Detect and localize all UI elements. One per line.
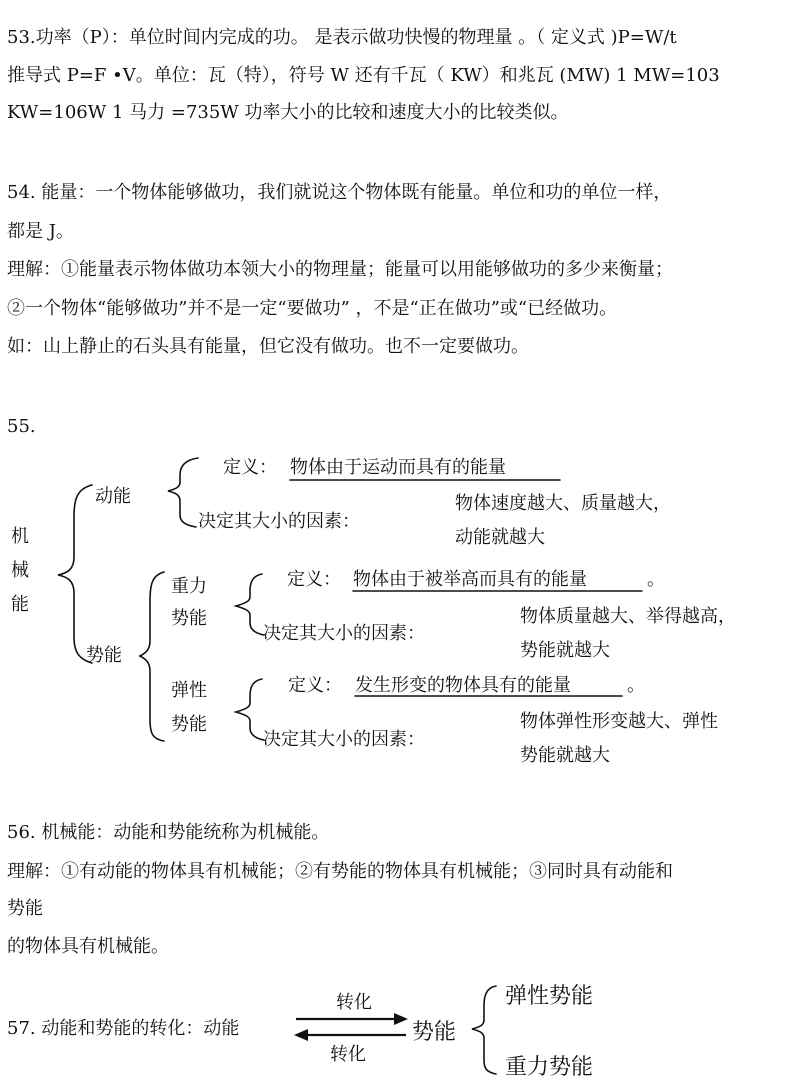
kinds-brace	[472, 986, 496, 1074]
gravity-brace	[236, 574, 264, 635]
gravity-def-label: 定义：	[287, 569, 341, 590]
s56-line-1: 56. 机械能：动能和势能统称为机械能。	[7, 822, 330, 843]
kinetic-brace	[168, 458, 198, 527]
s56-line-2: 理解：①有动能的物体具有机械能；②有势能的物体具有机械能；③同时具有动能和	[7, 861, 673, 882]
gravity-def: 物体由于被举高而具有的能量	[353, 569, 587, 590]
kinetic-factor-1: 物体速度越大、质量越大，	[455, 493, 671, 514]
s55-number: 55.	[7, 416, 36, 437]
potential-name: 势能	[86, 645, 122, 666]
root-char-2: 械	[11, 560, 29, 581]
arrow-to-kinetic-head	[294, 1029, 308, 1041]
gravity-def-end: 。	[647, 569, 665, 590]
root-char-3: 能	[11, 594, 29, 615]
potential-brace	[140, 572, 164, 741]
conversion-target: 势能	[412, 1020, 457, 1045]
elastic-def-end: 。	[627, 675, 645, 696]
mechanical-energy-diagram	[0, 445, 790, 785]
top-arrow-label: 转化	[336, 992, 372, 1013]
s54-line-1: 54. 能量：一个物体能够做功，我们就说这个物体既有能量。单位和功的单位一样，	[7, 182, 672, 203]
root-char-1: 机	[11, 526, 29, 547]
elastic-factor-label: 决定其大小的因素：	[263, 729, 425, 750]
s56-line-4: 的物体具有机械能。	[7, 936, 169, 957]
elastic-def: 发生形变的物体具有的能量	[355, 675, 571, 696]
conversion-label: 57. 动能和势能的转化：动能	[7, 1018, 240, 1039]
s56-line-3: 势能	[7, 898, 43, 919]
s54-line-4: ②一个物体“能够做功”并不是一定“要做功” ，不是“正在做功”或“已经做功。	[7, 298, 618, 319]
s54-line-5: 如：山上静止的石头具有能量，但它没有做功。也不一定要做功。	[7, 336, 529, 357]
s53-line-3: KW=106W 1 马力 =735W 功率大小的比较和速度大小的比较类似。	[7, 102, 569, 123]
kinetic-def-label: 定义：	[223, 457, 277, 478]
main-brace	[58, 485, 92, 663]
gravity-factor-2: 势能就越大	[520, 640, 610, 661]
elastic-potential-kind: 弹性势能	[505, 984, 594, 1009]
kinetic-factor-2: 动能就越大	[455, 527, 545, 548]
bottom-arrow-label: 转化	[330, 1044, 366, 1065]
gravity-factor-1: 物体质量越大、举得越高，	[520, 606, 736, 627]
s54-line-3: 理解：①能量表示物体做功本领大小的物理量；能量可以用能够做功的多少来衡量；	[7, 259, 673, 280]
elastic-factor-1: 物体弹性形变越大、弹性	[520, 711, 718, 732]
s53-line-1: 53.功率（P）：单位时间内完成的功。 是表示做功快慢的物理量 。（ 定义式 )P=W/t	[7, 27, 677, 48]
gravity-factor-label: 决定其大小的因素：	[263, 623, 425, 644]
arrow-to-potential-head	[394, 1013, 408, 1025]
gravity-potential-kind: 重力势能	[505, 1055, 594, 1080]
elastic-name-2: 势能	[171, 714, 207, 735]
energy-conversion-diagram	[0, 980, 790, 1083]
s54-line-2: 都是 J。	[7, 221, 74, 242]
s53-line-2: 推导式 P=F •V。单位：瓦（特），符号 W 还有千瓦（ KW）和兆瓦 (MW) 1 MW=103	[7, 65, 720, 86]
elastic-def-label: 定义：	[288, 675, 342, 696]
kinetic-factor-label: 决定其大小的因素：	[198, 511, 360, 532]
gravity-name-1: 重力	[171, 576, 207, 597]
kinetic-name: 动能	[95, 486, 131, 507]
kinetic-def: 物体由于运动而具有的能量	[290, 457, 506, 478]
gravity-name-2: 势能	[171, 608, 207, 629]
elastic-name-1: 弹性	[171, 680, 207, 701]
elastic-factor-2: 势能就越大	[520, 745, 610, 766]
elastic-brace	[236, 679, 264, 740]
